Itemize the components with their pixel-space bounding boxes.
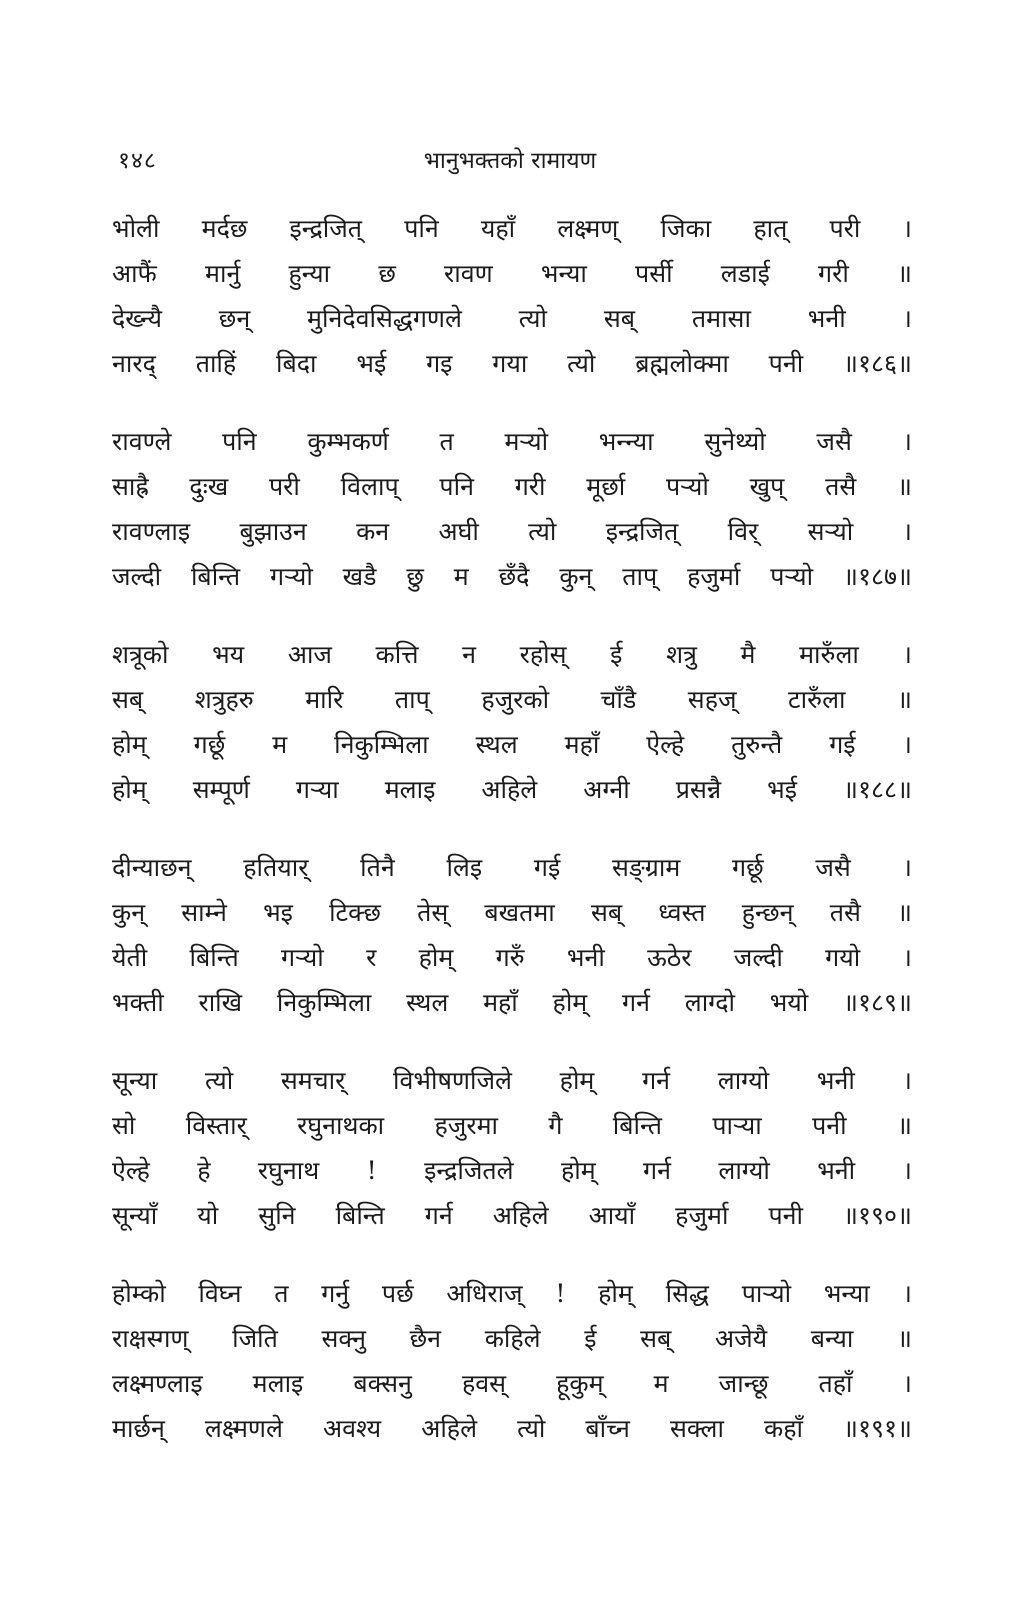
verse-line: नारद् ताहिं बिदा भई गइ गया त्यो ब्रह्मलोक्मा पनी ॥१८६॥ bbox=[112, 349, 912, 378]
stanza-191 bbox=[112, 1271, 912, 1451]
verse-line: दीन्याछन् हतियार् तिनै लिइ गई सङ्ग्राम गर्छू जसै । bbox=[112, 853, 912, 882]
verse-line: भक्ती राखि निकुम्भिला स्थल महाँ होम् गर्न लाग्दो भयो ॥१८९॥ bbox=[112, 988, 912, 1017]
verse-line: कुन् साम्ने भइ टिक्छ तेस् बखतमा सब् ध्वस्त हुन्छन् तसै ॥ bbox=[112, 898, 912, 927]
verse-line: सो विस्तार् रघुनाथका हजुरमा गै बिन्ति पार्‍या पनी ॥ bbox=[112, 1111, 912, 1140]
running-title: भानुभक्तको रामायण bbox=[423, 148, 597, 174]
verse-line: भोली मर्दछ इन्द्रजित् पनि यहाँ लक्ष्मण् जिका हात् परी । bbox=[112, 214, 912, 243]
verse-line: आफैं मार्नु हुन्या छ रावण भन्या पर्सी लडाई गरी ॥ bbox=[112, 259, 912, 288]
verse-line: होम्को विघ्न त गर्नु पर्छ अधिराज् ! होम् सिद्ध पार्‍यो भन्या । bbox=[112, 1279, 912, 1308]
verse-line: साह्रै दुःख परी विलाप् पनि गरी मूर्छा पर्‍यो खुप् तसै ॥ bbox=[112, 472, 912, 501]
verse-line: देख्न्यै छन् मुनिदेवसिद्धगणले त्यो सब् तमासा भनी । bbox=[112, 304, 912, 333]
verse-line: मार्छन् लक्ष्मणले अवश्य अहिले त्यो बाँच्न सक्ला कहाँ ॥१९१॥ bbox=[112, 1414, 912, 1443]
page-number: १४८ bbox=[118, 148, 157, 174]
verse-line: राक्षस्गण् जिति सक्नु छैन कहिले ई सब् अजेयै बन्या ॥ bbox=[112, 1324, 912, 1353]
verse-line: येती बिन्ति गर्‍यो र होम् गरुँ भनी ऊठेर जल्दी गयो । bbox=[112, 943, 912, 972]
stanza-189 bbox=[112, 845, 912, 1025]
stanza-187 bbox=[112, 419, 912, 599]
stanza-186 bbox=[112, 206, 912, 386]
verse-line: होम् गर्छू म निकुम्भिला स्थल महाँ ऐल्हे तुरुन्तै गई । bbox=[112, 730, 912, 759]
verse-line: सून्याँ यो सुनि बिन्ति गर्न अहिले आयाँ हजुर्मा पनी ॥१९०॥ bbox=[112, 1201, 912, 1230]
verse-line: जल्दी बिन्ति गर्‍यो खडै छु म छँदै कुन् ताप् हजुर्मा पर्‍यो ॥१८७॥ bbox=[112, 562, 912, 591]
stanza-190 bbox=[112, 1058, 912, 1238]
verse-line: सब् शत्रुहरु मारि ताप् हजुरको चाँडै सहज् टारुँला ॥ bbox=[112, 685, 912, 714]
verse-line: सून्या त्यो समचार् विभीषणजिले होम् गर्न लाग्यो भनी । bbox=[112, 1066, 912, 1095]
verse-line: रावण्ले पनि कुम्भकर्ण त मर्‍यो भन्न्या सुनेथ्यो जसै । bbox=[112, 427, 912, 456]
verse-body bbox=[112, 206, 912, 1484]
verse-line: शत्रूको भय आज कत्ति न रहोस् ई शत्रु मै मारुँला । bbox=[112, 640, 912, 669]
page-header bbox=[118, 143, 902, 183]
verse-line: होम् सम्पूर्ण गर्‍या मलाइ अहिले अग्नी प्रसन्नै भई ॥१८८॥ bbox=[112, 775, 912, 804]
verse-line: ऐल्हे हे रघुनाथ ! इन्द्रजितले होम् गर्न लाग्यो भनी । bbox=[112, 1156, 912, 1185]
verse-line: रावण्लाइ बुझाउन कन अघी त्यो इन्द्रजित् विर् सर्‍यो । bbox=[112, 517, 912, 546]
verse-line: लक्ष्मण्लाइ मलाइ बक्सनु हवस् हूकुम् म जान्छू तहाँ । bbox=[112, 1369, 912, 1398]
stanza-188 bbox=[112, 632, 912, 812]
